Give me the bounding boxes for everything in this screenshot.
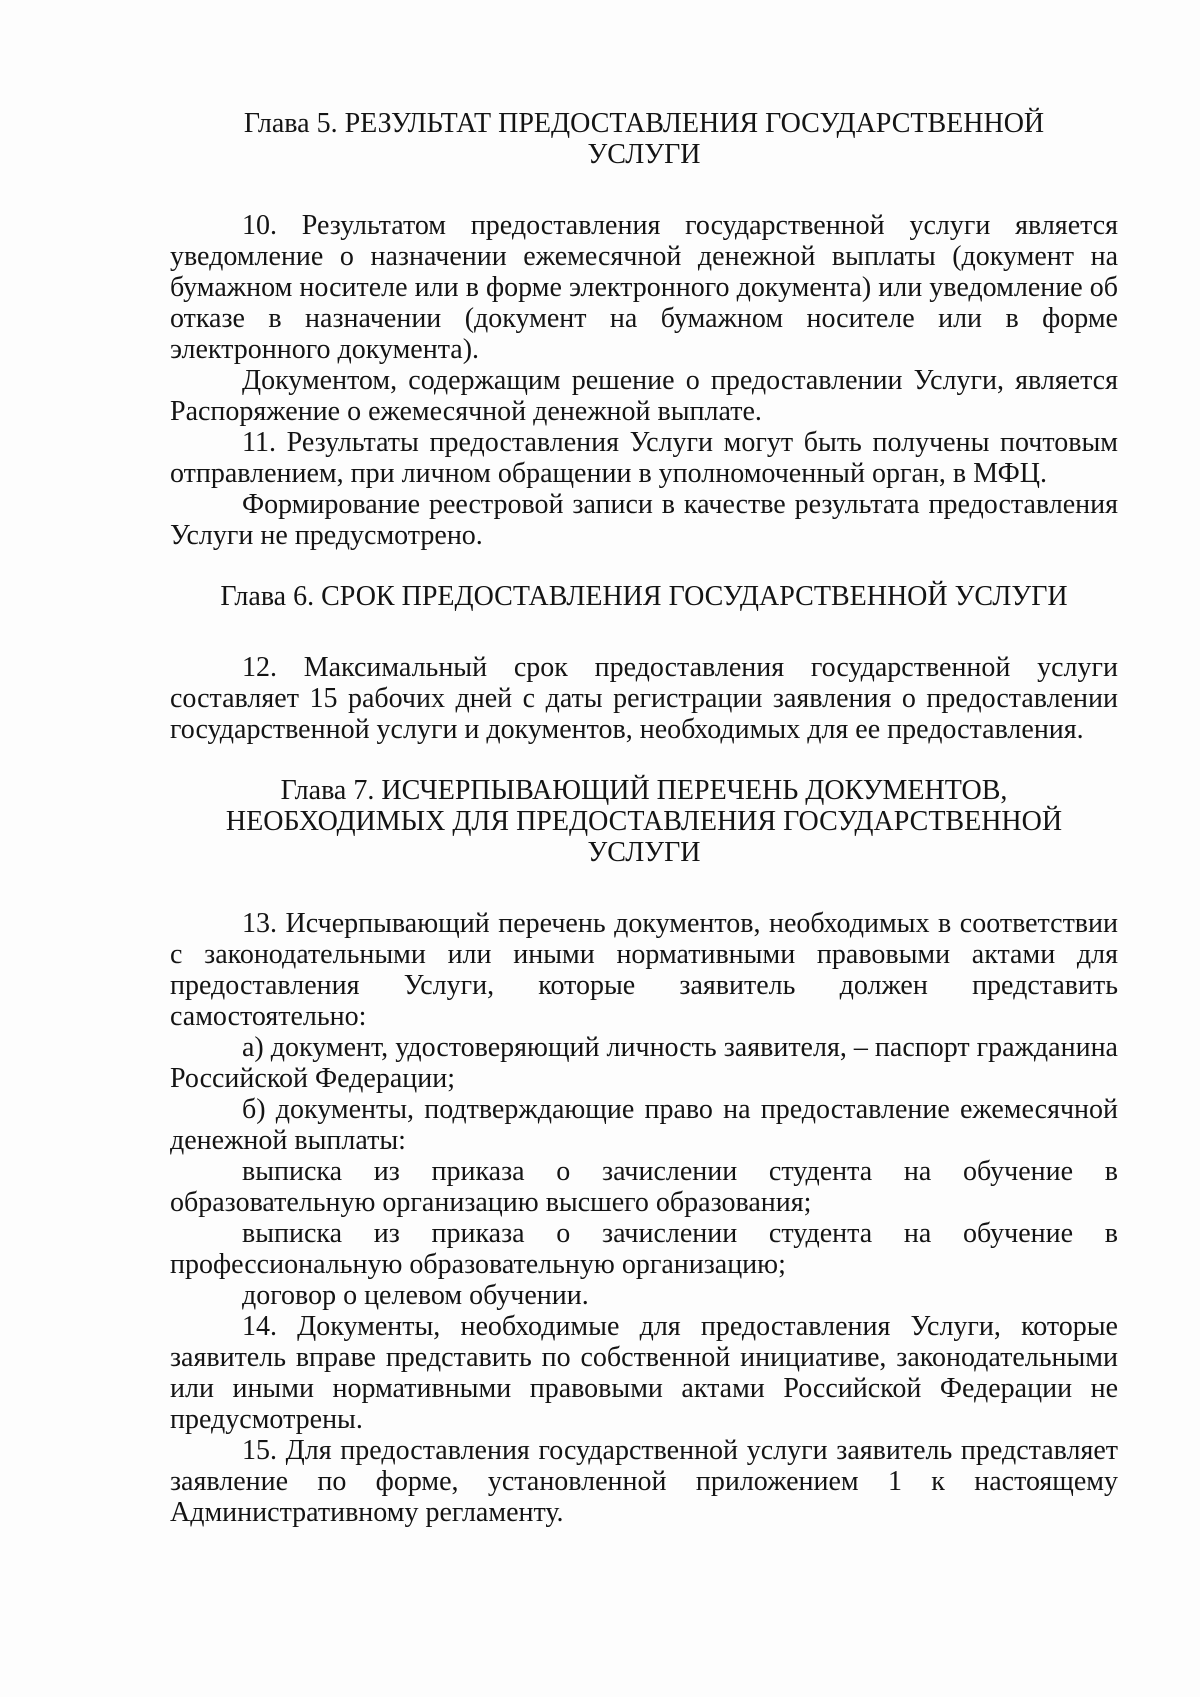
chapter-7-heading-line-2: НЕОБХОДИМЫХ ДЛЯ ПРЕДОСТАВЛЕНИЯ ГОСУДАРСТВЕННОЙ	[225, 806, 1063, 837]
chapter-7-heading	[170, 775, 1118, 868]
paragraph-13-b-item-2: выписка из приказа о зачислении студента на обучение в профессиональную образовательную организацию;	[170, 1218, 1118, 1280]
paragraph-11: 11. Результаты предоставления Услуги могут быть получены почтовым отправлением, при личном обращении в уполномоченный орган, в МФЦ.	[170, 427, 1118, 489]
paragraph-11-registry: Формирование реестровой записи в качестве результата предоставления Услуги не предусмотрено.	[170, 489, 1118, 551]
chapter-6-heading-line-1: Глава 6. СРОК ПРЕДОСТАВЛЕНИЯ ГОСУДАРСТВЕННОЙ УСЛУГИ	[220, 581, 1068, 612]
paragraph-10-decision: Документом, содержащим решение о предоставлении Услуги, является Распоряжение о ежемесячной денежной выплате.	[170, 365, 1118, 427]
paragraph-13: 13. Исчерпывающий перечень документов, необходимых в соответствии с законодательными или иными нормативными правовыми актами для предоставления Услуги, которые заявитель должен представить самостоятельно:	[170, 908, 1118, 1032]
paragraph-10: 10. Результатом предоставления государственной услуги является уведомление о назначении ежемесячной денежной выплаты (документ на бумажном носителе или в форме электронного документа) или уведомление об отказе в назначении (документ на бумажном носителе или в форме электронного документа).	[170, 210, 1118, 365]
paragraph-13-b-item-1: выписка из приказа о зачислении студента на обучение в образовательную организацию высшего образования;	[170, 1156, 1118, 1218]
chapter-7-heading-line-1: Глава 7. ИСЧЕРПЫВАЮЩИЙ ПЕРЕЧЕНЬ ДОКУМЕНТОВ,	[280, 775, 1008, 806]
paragraph-14: 14. Документы, необходимые для предоставления Услуги, которые заявитель вправе представить по собственной инициативе, законодательными или иными нормативными правовыми актами Российской Федерации не предусмотрены.	[170, 1311, 1118, 1435]
paragraph-13-b: б) документы, подтверждающие право на предоставление ежемесячной денежной выплаты:	[170, 1094, 1118, 1156]
chapter-6-heading	[170, 581, 1118, 612]
paragraph-13-b-item-3: договор о целевом обучении.	[242, 1280, 589, 1311]
paragraph-15: 15. Для предоставления государственной услуги заявитель представляет заявление по форме, установленной приложением 1 к настоящему Административному регламенту.	[170, 1435, 1118, 1528]
paragraph-12: 12. Максимальный срок предоставления государственной услуги составляет 15 рабочих дней с даты регистрации заявления о предоставлении государственной услуги и документов, необходимых для ее предоставления.	[170, 652, 1118, 745]
chapter-7-heading-line-3: УСЛУГИ	[587, 837, 701, 868]
chapter-5-heading-line-2: УСЛУГИ	[587, 139, 701, 170]
chapter-5-heading-line-1: Глава 5. РЕЗУЛЬТАТ ПРЕДОСТАВЛЕНИЯ ГОСУДАРСТВЕННОЙ	[243, 108, 1045, 139]
chapter-5-heading	[170, 108, 1118, 170]
document-body	[170, 108, 1118, 1528]
paragraph-13-a: а) документ, удостоверяющий личность заявителя, – паспорт гражданина Российской Федерации;	[170, 1032, 1118, 1094]
